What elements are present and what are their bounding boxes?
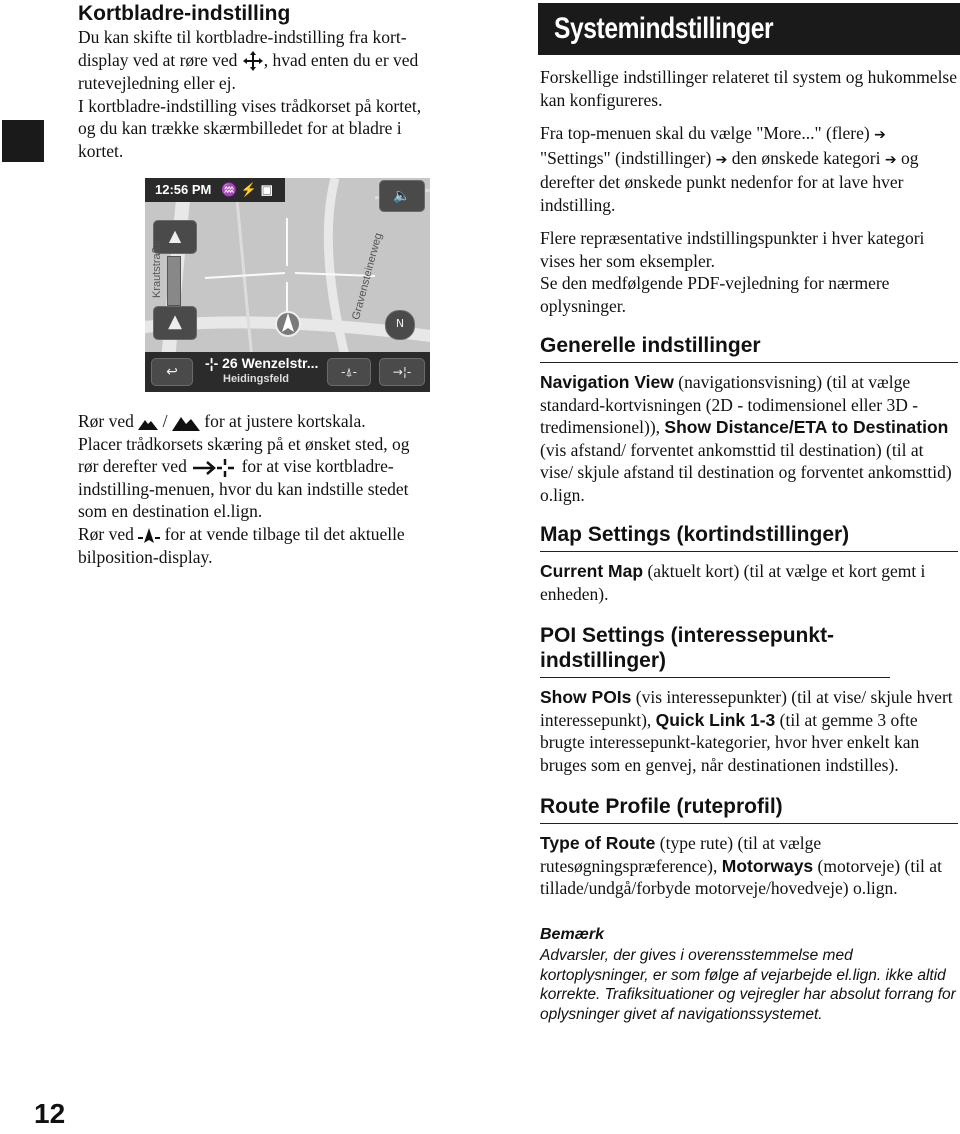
route-profile-text: Type of Route (type rute) (til at vælge rutesøgningspræference), Motorways (motorveje) (til at tillade/undgå/forbyde motorveje/hovedveje) o.lign.	[540, 833, 942, 898]
section-heading-poi-settings: POI Settings (interessepunkt-indstillinger)	[540, 623, 890, 678]
keyword-quick-link: Quick Link 1-3	[655, 709, 776, 730]
keyword-navigation-view: Navigation View	[540, 372, 674, 392]
general-settings-text: Navigation View (navigationsvisning) (til at vælge standard-kortvisningen (2D - todimensionel eller 3D - tredimensionel)), Show Distance/ETA to Destination (vis afstand/ forventet ankomsttid til destination) (til at vise/ skjule afstand til destination og forventet ankomsttid) o.lign.	[540, 372, 952, 505]
small-mountain-icon: ▲	[168, 226, 182, 245]
keyword-current-map: Current Map	[540, 561, 644, 581]
map-bottom-bar	[145, 352, 430, 392]
note-body: Advarsler, der gives i overensstemmelse med kortoplysninger, er som følge af vejarbejde el.lign. ikke altid korrekte. Trafiksituationer og vejregler har absolut forrang for oplysninger givet af navigationssystemet.	[540, 947, 956, 1023]
return-line-2: bilposition-display.	[78, 546, 213, 567]
scale-instruction: Rør ved / for at justere kortskala.	[78, 411, 366, 431]
status-icons: ♒ ⚡ ▣	[221, 182, 273, 197]
small-mountain-icon	[138, 415, 158, 431]
keyword-show-distance: Show Distance/ETA to Destination	[664, 417, 949, 437]
vehicle-position-icon	[275, 308, 301, 338]
zoom-out-button[interactable]	[153, 306, 197, 340]
section-heading-general: Generelle indstillinger	[540, 333, 958, 363]
intro-line-4: I kortbladre-indstilling vises trådkorset på kortet,	[78, 95, 422, 116]
return-line-1: Rør ved for at vende tilbage til det aktuelle	[78, 523, 405, 544]
section-heading-kortbladre: Kortbladre-indstilling	[78, 2, 291, 25]
intro-paragraph-3: Flere repræsentative indstillingspunkter i hver kategori vises her som eksempler.	[540, 228, 925, 271]
speaker-icon: 🔈	[393, 188, 411, 204]
intro-paragraph-4: Se den medfølgende PDF-vejledning for nærmere oplysninger.	[540, 273, 890, 316]
status-bar	[145, 178, 285, 202]
volume-button[interactable]	[379, 180, 425, 212]
right-column	[540, 66, 958, 1024]
position-marker-icon: -⍋-	[341, 365, 357, 379]
crosshair-line-2: rør derefter ved for at vise kortbladre-	[78, 456, 394, 476]
street-label-2: Gravensteinerweg	[350, 231, 385, 322]
crosshair-line-3: indstilling-menuen, hvor du kan indstille stedet	[78, 478, 409, 499]
vehicle-position-icon	[138, 526, 160, 546]
intro-paragraph-1: Forskellige indstillinger relateret til system og hukommelse kan konfigureres.	[540, 67, 958, 110]
section-banner: Systemindstillinger	[538, 3, 960, 55]
arrow-crosshair-icon: →¦-	[392, 365, 412, 379]
map-settings-text: Current Map (aktuelt kort) (til at vælge et kort gemt i enheden).	[540, 561, 926, 604]
intro-line-1: Du kan skifte til kortbladre-indstilling fra kort-	[78, 27, 407, 47]
section-heading-map-settings: Map Settings (kortindstillinger)	[540, 522, 958, 552]
intro-line-2: display ved at røre ved , hvad enten du er ved	[78, 49, 518, 73]
intro-line-6: kortet.	[78, 140, 124, 161]
note-box	[540, 924, 958, 1025]
intro-paragraph-2: Fra top-menuen skal du vælge "More..." (flere) ➔ "Settings" (indstillinger) ➔ den ønskede kategori ➔ og derefter det ønskede punkt nedenfor for at lave hver indstilling.	[540, 123, 919, 215]
return-arrow-icon: ↩	[166, 364, 178, 380]
note-title: Bemærk	[540, 925, 605, 943]
street-label-1: Krautstraße	[151, 240, 163, 298]
intro-line-5: og du kan trække skærmbilledet for at bladre i	[78, 118, 402, 139]
keyword-motorways: Motorways	[721, 855, 814, 876]
destination-city: Heidingsfeld	[223, 373, 290, 385]
zoom-slider[interactable]	[167, 256, 181, 306]
back-button[interactable]	[151, 358, 193, 386]
crosshair-line-1: Placer trådkorsets skæring på et ønsket sted, og	[78, 433, 410, 454]
keyword-show-pois: Show POIs	[540, 687, 632, 707]
intro-line-3: rutevejledning eller ej.	[78, 73, 236, 94]
arrow-to-crosshair-icon	[191, 458, 237, 478]
section-heading-route-profile: Route Profile (ruteprofil)	[540, 794, 958, 824]
compass-icon: N	[395, 317, 405, 330]
section-tab-marker	[2, 120, 44, 162]
left-column-instructions	[78, 410, 518, 568]
right-arrow-icon: ➔	[884, 151, 897, 168]
map-screenshot	[145, 178, 430, 392]
destination-address: -¦- 26 Wenzelstr...	[205, 355, 319, 371]
move-cross-icon	[242, 50, 264, 72]
page-number: 12	[34, 1098, 66, 1129]
scroll-menu-button[interactable]	[379, 358, 425, 386]
poi-settings-text: Show POIs (vis interessepunkter) (til at vise/ skjule hvert interessepunkt), Quick Link 1-3 (til at gemme 3 ofte brugte interessepunkt-kategorier, hvor hver enkelt kan bruges som en genvej, når destinationen indstilles).	[540, 687, 953, 775]
current-position-button[interactable]	[327, 358, 371, 386]
large-mountain-icon: ▲	[168, 311, 182, 332]
right-arrow-icon: ➔	[715, 151, 728, 168]
compass-button[interactable]	[385, 310, 415, 340]
clock-time: 12:56 PM	[155, 182, 212, 197]
keyword-type-of-route: Type of Route	[540, 833, 656, 853]
left-column	[78, 2, 518, 162]
large-mountain-icon	[172, 414, 200, 432]
crosshair-line-4: som en destination el.lign.	[78, 501, 263, 522]
right-arrow-icon: ➔	[874, 127, 886, 143]
